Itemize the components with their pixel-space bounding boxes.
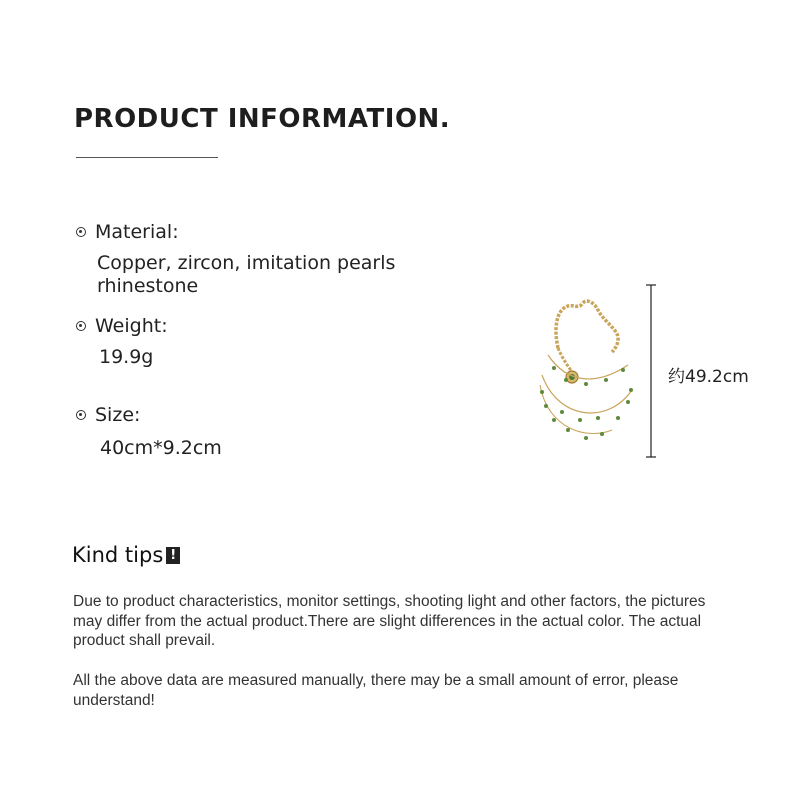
weight-value: 19.9g (99, 346, 154, 368)
title-divider (76, 157, 218, 158)
size-label: Size: (95, 404, 141, 426)
material-value-line1: Copper, zircon, imitation pearls (97, 252, 396, 274)
tip-paragraph-2: All the above data are measured manually, there may be a small amount of error, please understand! (73, 672, 679, 709)
bullet-icon (76, 410, 86, 420)
product-image (528, 280, 668, 465)
size-spec-label (76, 404, 140, 426)
page-title: PRODUCT INFORMATION. (74, 104, 451, 134)
size-value: 40cm*9.2cm (100, 437, 222, 459)
exclamation-icon: ! (166, 547, 180, 564)
bullet-icon (76, 227, 86, 237)
kind-tips-heading (72, 543, 180, 567)
material-label: Material: (95, 221, 179, 243)
weight-label: Weight: (95, 315, 168, 337)
material-value-line2: rhinestone (97, 275, 199, 297)
material-spec-label (76, 221, 179, 243)
bullet-icon (76, 321, 86, 331)
dimension-label: 约49.2cm (668, 367, 749, 387)
tip-paragraph-1: Due to product characteristics, monitor settings, shooting light and other factors, the pictures may differ from the actual product.There are slight differences in the actual color. The actual product shall prevail. (73, 593, 706, 649)
kind-tips-title: Kind tips (72, 543, 164, 567)
weight-spec-label (76, 315, 168, 337)
